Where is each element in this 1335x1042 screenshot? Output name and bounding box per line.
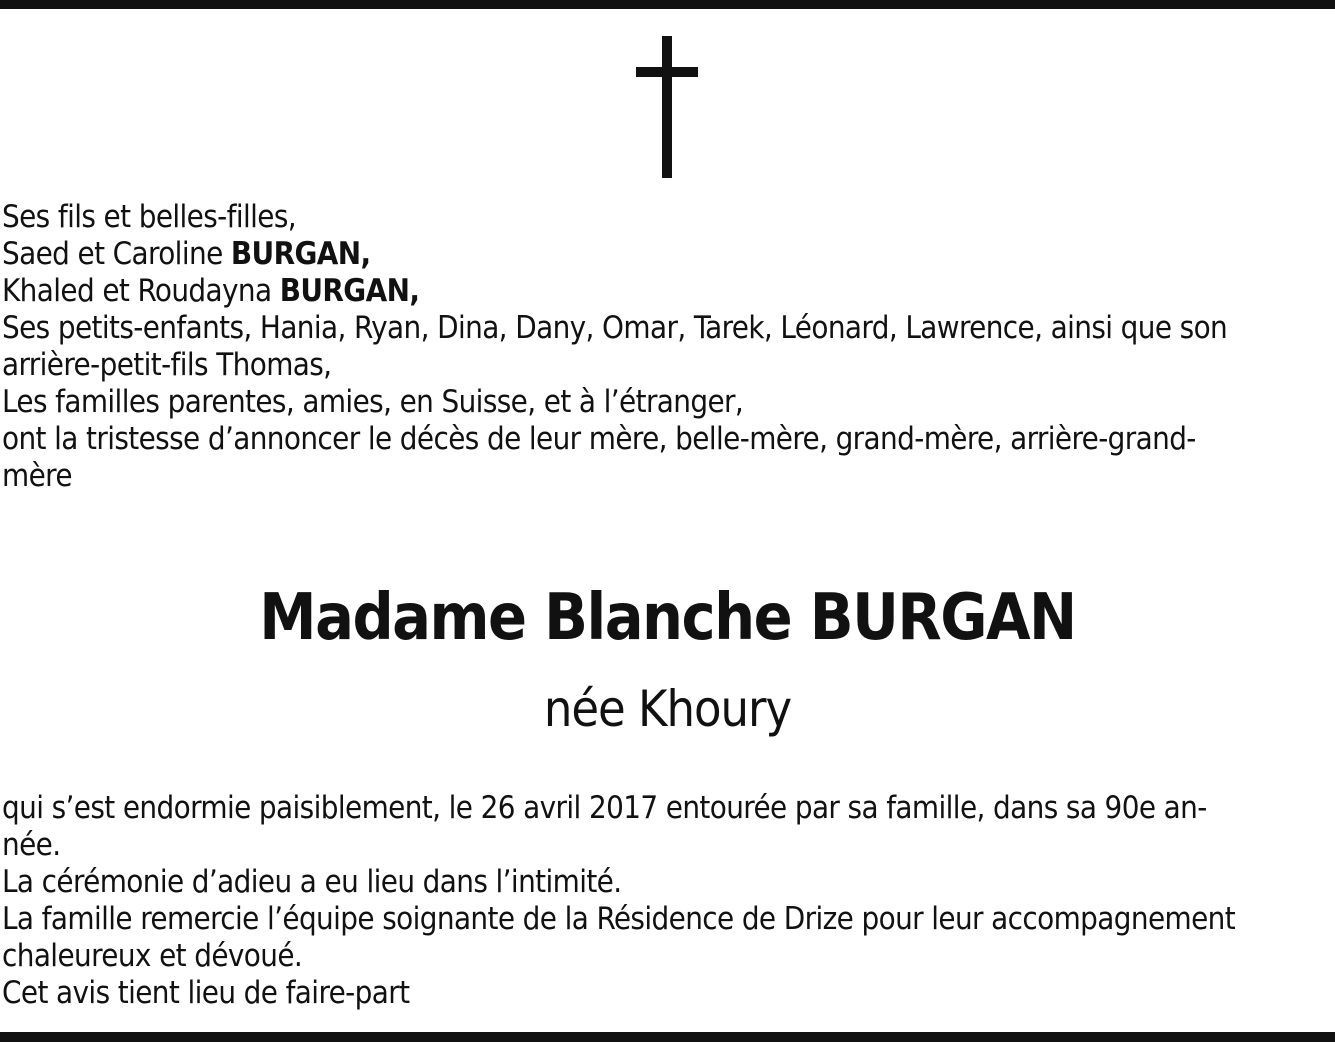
top-border-rule (0, 0, 1335, 9)
announcement-line: Les familles parentes, amies, en Suisse, et à l’étranger, (2, 384, 744, 420)
bottom-border-rule (0, 1032, 1335, 1042)
details-line: La famille remercie l’équipe soignante de la Résidence de Drize pour leur accompagnement (2, 901, 1236, 937)
announcement-line: Ses fils et belles-filles, (2, 199, 297, 235)
cross-icon (636, 36, 698, 178)
cross-horizontal-bar (636, 67, 698, 77)
family-surname: BURGAN, (279, 273, 420, 309)
announcement-line (2, 273, 1335, 310)
details-line: La cérémonie d’adieu a eu lieu dans l’intimité. (2, 864, 622, 900)
family-member-names: Saed et Caroline (2, 236, 231, 272)
details-line: qui s’est endormie paisiblement, le 26 avril 2017 entourée par sa famille, dans sa 90e an- (2, 790, 1207, 826)
announcement-line: ont la tristesse d’annoncer le décès de leur mère, belle-mère, grand-mère, arrière-grand- (2, 421, 1196, 457)
announcement-line: arrière-petit-fils Thomas, (2, 347, 332, 383)
announcement-line: mère (2, 458, 72, 494)
cross-vertical-bar (662, 36, 672, 178)
announcement-line: Ses petits-enfants, Hania, Ryan, Dina, Dany, Omar, Tarek, Léonard, Lawrence, ainsi que son (2, 310, 1228, 346)
obituary-details (2, 790, 1335, 1012)
details-line: Cet avis tient lieu de faire-part (2, 975, 410, 1011)
details-line: chaleureux et dévoué. (2, 938, 303, 974)
deceased-name: Madame Blanche BURGAN (259, 581, 1076, 655)
family-member-names: Khaled et Roudayna (2, 273, 280, 309)
family-announcement (2, 199, 1335, 495)
maiden-name: née Khoury (543, 680, 792, 738)
announcement-line (2, 236, 1335, 273)
details-line: née. (2, 827, 61, 863)
family-surname: BURGAN, (230, 236, 371, 272)
